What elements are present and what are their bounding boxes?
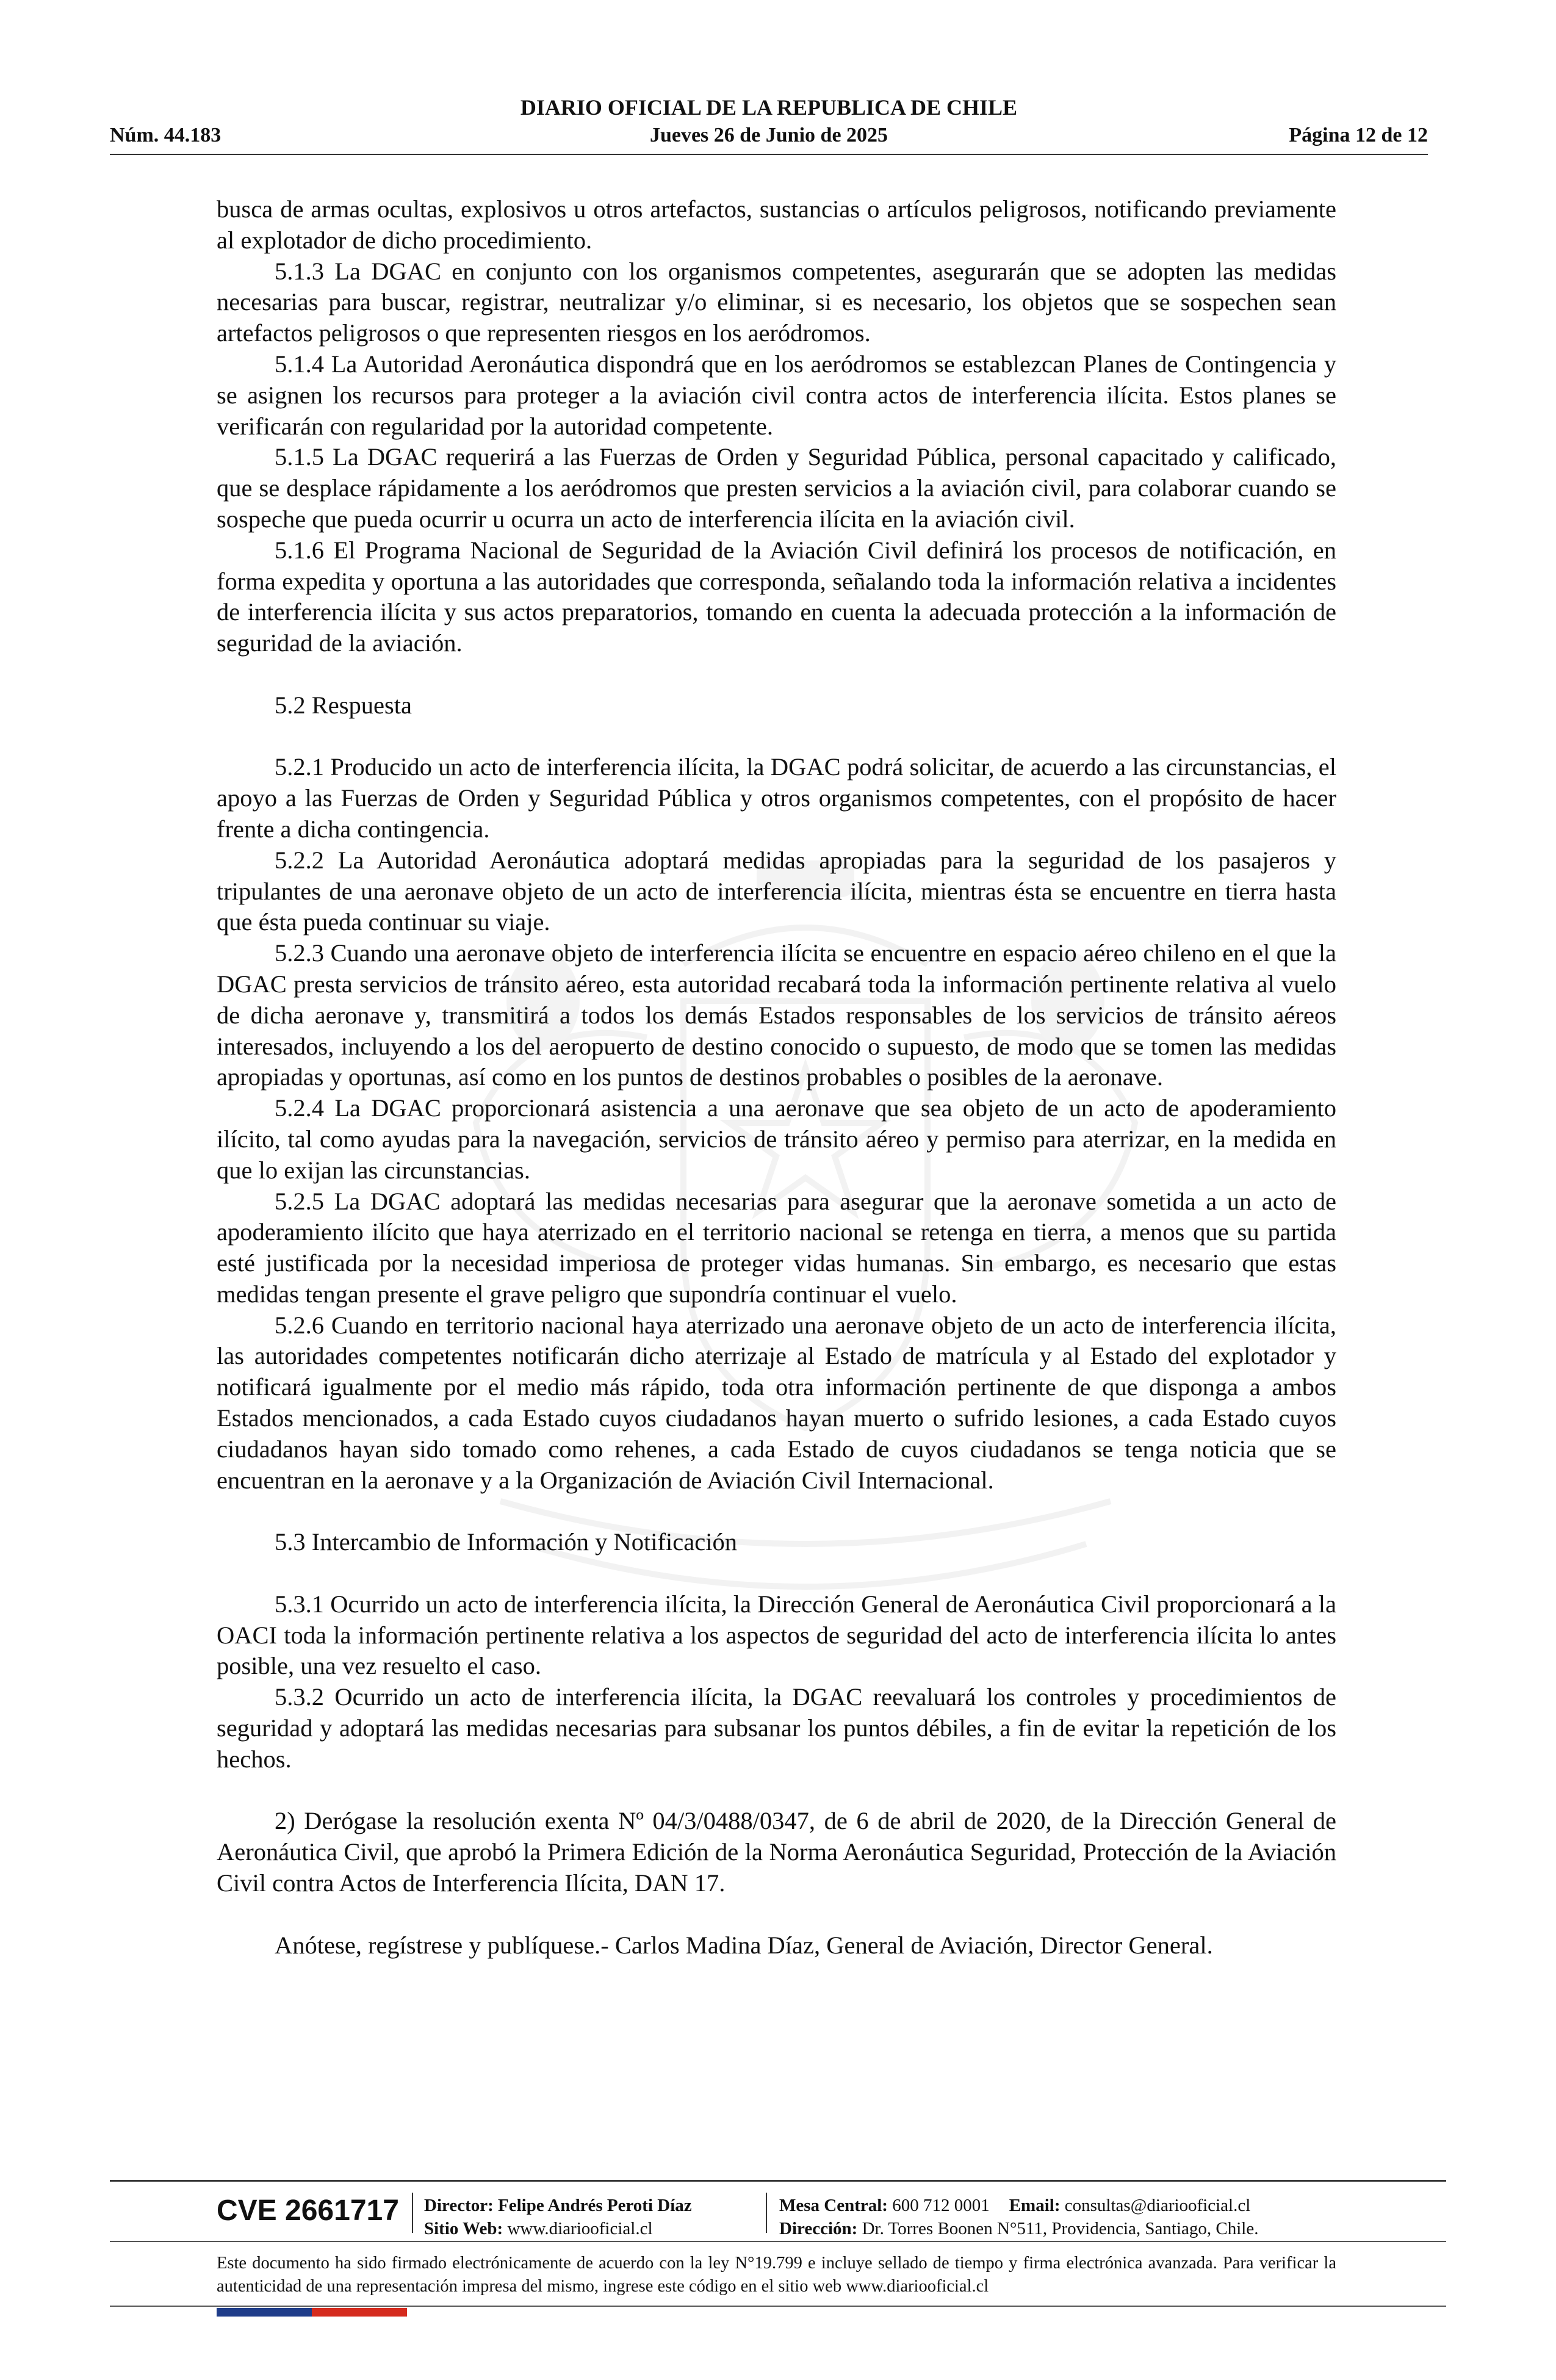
page-header — [110, 95, 1428, 150]
website-line — [424, 2217, 692, 2240]
director-label: Director: — [424, 2196, 494, 2215]
paragraph: 5.3.2 Ocurrido un acto de interferencia ilícita, la DGAC reevaluará los controles y procedimientos de seguridad y adoptará las medidas necesarias para subsanar los puntos débiles, a fin de evitar la repetición de los hechos. — [217, 1683, 1336, 1773]
phone-email-line — [779, 2194, 1258, 2217]
paragraph: 5.1.3 La DGAC en conjunto con los organismos competentes, asegurarán que se adopten las medidas necesarias para buscar, registrar, neutralizar y/o eliminar, si es necesario, los objetos que se sospechen sean artefactos peligrosos o que representen riesgos en los aeródromos. — [217, 257, 1336, 347]
email-label: Email: — [1009, 2196, 1061, 2215]
paragraph: 5.2.2 La Autoridad Aeronáutica adoptará medidas apropiadas para la seguridad de los pasajeros y tripulantes de una aeronave objeto de un acto de interferencia ilícita, mientras ésta se encuentre en tierra hasta que ésta pueda continuar su viaje. — [217, 846, 1336, 936]
director-line — [424, 2194, 692, 2217]
flag-blue-segment — [217, 2308, 312, 2317]
director-name: Felipe Andrés Peroti Díaz — [498, 2196, 692, 2215]
paragraph: busca de armas ocultas, explosivos u otros artefactos, sustancias o artículos peligrosos, notificando previamente al explotador de dicho procedimiento. — [217, 195, 1336, 254]
issue-date: Jueves 26 de Junio de 2025 — [649, 124, 888, 146]
paragraph: 5.2.3 Cuando una aeronave objeto de interferencia ilícita se encuentre en espacio aéreo chileno en el que la DGAC presta servicios de tránsito aéreo, esta autoridad recabará toda la información pertinente relativa al vuelo de dicha aeronave y, transmitirá a todos los demás Estados responsables de los servicios de tránsito aéreos interesados, incluyendo a los del aeropuerto de destino conocido o supuesto, de modo que se tomen las medidas apropiadas y oportunas, así como en los puntos de destinos probables o posibles de la aeronave. — [217, 939, 1336, 1091]
footer-contact-left — [424, 2194, 692, 2240]
website-link[interactable]: www.diariooficial.cl — [507, 2219, 653, 2238]
footer-divider — [110, 2241, 1446, 2242]
paragraph: 5.2.5 La DGAC adoptará las medidas necesarias para asegurar que la aeronave sometida a un acto de apoderamiento ilícito que haya aterrizado en el territorio nacional se retenga en tierra, a menos que su partida esté justificada por la necesidad imperiosa de proteger vidas humanas. Sin embargo, es necesario que estas medidas tengan presente el grave peligro que supondría continuar el vuelo. — [217, 1187, 1336, 1308]
legal-notice: Este documento ha sido firmado electrónicamente de acuerdo con la ley N°19.799 e incluye sellado de tiempo y firma electrónica avanzada. Para verificar la autenticidad de una representación impresa del mismo, ingrese este código en el sitio web www.diariooficial.cl — [217, 2254, 1336, 2296]
paragraph: 5.1.6 El Programa Nacional de Seguridad de la Aviación Civil definirá los procesos de notificación, en forma expedita y oportuna a las autoridades que corresponda, señalando toda la información relativa a incidentes de interferencia ilícita y sus actos preparatorios, tomando en cuenta la adecuada protección a la información de seguridad de la aviación. — [217, 536, 1336, 657]
address-value: Dr. Torres Boonen N°511, Providencia, Santiago, Chile. — [862, 2219, 1259, 2238]
page-indicator: Página 12 de 12 — [1289, 124, 1428, 146]
section-heading: 5.3 Intercambio de Información y Notificación — [275, 1528, 737, 1556]
footer-divider — [110, 2306, 1446, 2307]
address-label: Dirección: — [779, 2219, 858, 2238]
page-footer — [217, 2188, 1339, 2237]
footer-contact-right — [779, 2194, 1258, 2240]
cve-code: CVE 2661717 — [217, 2194, 399, 2227]
website-label: Sitio Web: — [424, 2219, 503, 2238]
header-divider — [110, 154, 1428, 155]
paragraph: 5.2.1 Producido un acto de interferencia ilícita, la DGAC podrá solicitar, de acuerdo a las circunstancias, el apoyo a las Fuerzas de Orden y Seguridad Pública y otros organismos competentes, con el propósito de hacer frente a dicha contingencia. — [217, 753, 1336, 843]
footer-separator — [766, 2193, 767, 2233]
flag-stripe — [217, 2308, 407, 2317]
address-line — [779, 2217, 1258, 2240]
email-link[interactable]: consultas@diariooficial.cl — [1064, 2196, 1251, 2215]
paragraph: 5.2.4 La DGAC proporcionará asistencia a una aeronave que sea objeto de un acto de apoderamiento ilícito, tal como ayudas para la navegación, servicios de tránsito aéreo y permiso para aterrizar, en la medida en que lo exijan las circunstancias. — [217, 1094, 1336, 1184]
footer-separator — [412, 2193, 413, 2233]
section-heading: 5.2 Respuesta — [275, 691, 412, 719]
paragraph: 5.2.6 Cuando en territorio nacional haya aterrizado una aeronave objeto de un acto de interferencia ilícita, las autoridades competentes notificarán dicho aterrizaje al Estado de matrícula y al Estado del explotador y notificará igualmente por el medio más rápido, toda otra información pertinente de que disponga a ambos Estados mencionados, a cada Estado cuyos ciudadanos hayan muerto o sufrido lesiones, a cada Estado cuyos ciudadanos hayan sido tomado como rehenes, a cada Estado de cuyos ciudadanos se tenga noticia que se encuentran en la aeronave y a la Organización de Aviación Civil Internacional. — [217, 1311, 1336, 1494]
paragraph: 5.3.1 Ocurrido un acto de interferencia ilícita, la Dirección General de Aeronáutica Civil proporcionará a la OACI toda la información pertinente relativa a los aspectos de seguridad del acto de interferencia ilícita lo antes posible, una vez resuelto el caso. — [217, 1590, 1336, 1680]
phone-number: 600 712 0001 — [892, 2196, 990, 2215]
footer-divider — [110, 2180, 1446, 2182]
paragraph: 2) Derógase la resolución exenta Nº 04/3/0488/0347, de 6 de abril de 2020, de la Dirección General de Aeronáutica Civil, que aprobó la Primera Edición de la Norma Aeronáutica Seguridad, Protección de la Aviación Civil contra Actos de Interferencia Ilícita, DAN 17. — [217, 1807, 1336, 1897]
closing-signature: Anótese, regístrese y publíquese.- Carlos Madina Díaz, General de Aviación, Director General. — [275, 1931, 1213, 1959]
issue-number: Núm. 44.183 — [110, 124, 222, 146]
publication-title: DIARIO OFICIAL DE LA REPUBLICA DE CHILE — [520, 95, 1018, 120]
paragraph: 5.1.5 La DGAC requerirá a las Fuerzas de Orden y Seguridad Pública, personal capacitado y calificado, que se desplace rápidamente a los aeródromos que presten servicios a la aviación civil, para colaborar cuando se sospeche que pueda ocurrir u ocurra un acto de interferencia ilícita en la aviación civil. — [217, 443, 1336, 533]
document-body — [217, 194, 1336, 1961]
phone-label: Mesa Central: — [779, 2196, 888, 2215]
flag-red-segment — [312, 2308, 407, 2317]
paragraph: 5.1.4 La Autoridad Aeronáutica dispondrá que en los aeródromos se establezcan Planes de Contingencia y se asignen los recursos para proteger a la aviación civil contra actos de interferencia ilícita. Estos planes se verificarán con regularidad por la autoridad competente. — [217, 350, 1336, 440]
